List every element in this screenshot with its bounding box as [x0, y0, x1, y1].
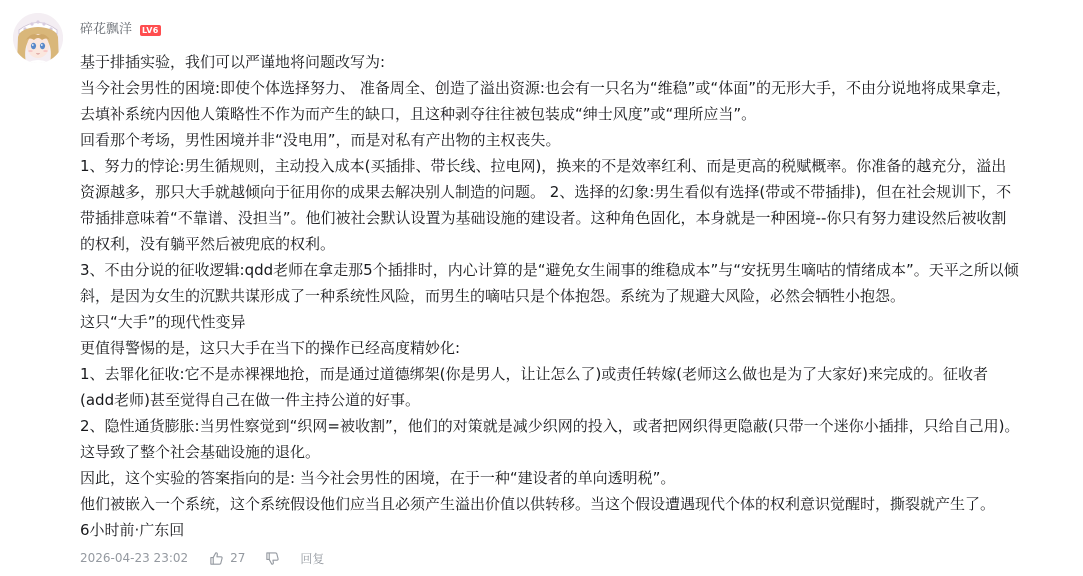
comment-line: 6小时前·广东回 — [80, 521, 185, 539]
comment-line: 的权利，没有躺平然后被兜底的权利。 — [80, 235, 336, 253]
timestamp: 2026-04-23 23:02 — [80, 551, 189, 565]
comment-line: 1、去罪化征收:它不是赤裸裸地抢，而是通过道德绑架(你是男人，让让怎么了)或责任转嫁(老师这么做也是为了大家好)来完成的。征收者 — [80, 365, 989, 383]
comment-line: 基于排插实验，我们可以严谨地将问题改写为: — [80, 53, 386, 71]
thumbs-up-icon — [209, 551, 224, 566]
comment-line: 因此，这个实验的答案指向的是: 当今社会男性的困境，在于一种“建设者的单向透明税”。 — [80, 469, 676, 487]
avatar-image — [13, 13, 63, 63]
comment-line: 带插排意味着“不靠谱、没担当”。他们被社会默认设置为基础设施的建设者。这种角色固化，本身就是一种困境--你只有努力建设然后被收割 — [80, 209, 1007, 227]
comment-line: (add老师)甚至觉得自己在做一件主持公道的好事。 — [80, 391, 420, 409]
comment-line: 这导致了整个社会基础设施的退化。 — [80, 443, 321, 461]
comment-line: 1、努力的悖论:男生循规则，主动投入成本(买插排、带长线、拉电网)，换来的不是效率红利、而是更高的税赋概率。你准备的越充分，溢出 — [80, 157, 1007, 175]
comment-line: 斜，是因为女生的沉默共谋形成了一种系统性风险，而男生的嘀咕只是个体抱怨。系统为了规避大风险，必然会牺牲小抱怨。 — [80, 287, 906, 305]
comment-line: 回看那个考场，男性困境并非“没电用”，而是对私有产出物的主权丧失。 — [80, 131, 561, 149]
reply-button[interactable]: 回复 — [300, 551, 325, 566]
comment-line: 2、隐性通货膨胀:当男性察觉到“织网=被收割”，他们的对策就是减少织网的投入，或者把网织得更隐蔽(只带一个迷你小插排，只给自己用)。 — [80, 417, 1020, 435]
comment-line: 这只“大手”的现代性变异 — [80, 313, 246, 331]
thumbs-down-icon — [265, 551, 280, 566]
comment-footer — [80, 548, 324, 568]
comment-line: 3、不由分说的征收逻辑:qdd老师在拿走那5个插排时，内心计算的是“避免女生闹事的维稳成本”与“安抚男生嘀咕的情绪成本”。天平之所以倾 — [80, 261, 1019, 279]
comment-line: 去填补系统内因他人策略性不作为而产生的缺口，且这种剥夺往往被包装成“绅士风度”或“理所应当”。 — [80, 105, 757, 123]
comment-header — [80, 20, 161, 40]
username[interactable]: 碎花飘洋 — [80, 22, 133, 37]
dislike-button[interactable] — [265, 551, 280, 566]
like-button[interactable] — [209, 551, 245, 566]
comment-line: 资源越多，那只大手就越倾向于征用你的成果去解决别人制造的问题。 2、选择的幻象:男生看似有选择(带或不带插排)，但在社会规训下，不 — [80, 183, 1012, 201]
comment-content — [80, 49, 1070, 543]
avatar[interactable] — [13, 13, 63, 63]
comment-line: 更值得警惕的是，这只大手在当下的操作已经高度精妙化: — [80, 339, 461, 357]
like-count: 27 — [230, 551, 246, 565]
comment-line: 他们被嵌入一个系统，这个系统假设他们应当且必须产生溢出价值以供转移。当这个假设遭遇现代个体的权利意识觉醒时，撕裂就产生了。 — [80, 495, 996, 513]
level-badge: LV6 — [142, 25, 159, 35]
comment-line: 当今社会男性的困境:即使个体选择努力、 准备周全、创造了溢出资源:也会有一只名为“维稳”或“体面”的无形大手，不由分说地将成果拿走， — [80, 79, 1011, 97]
